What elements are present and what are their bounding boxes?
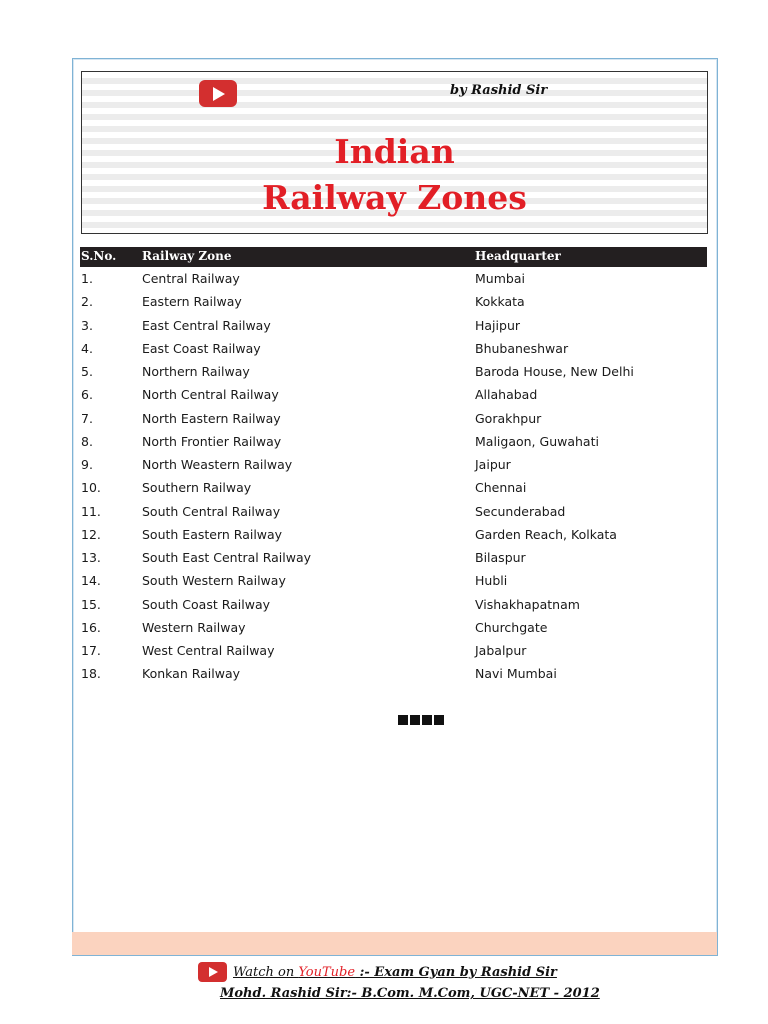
cell-headquarter: Jabalpur bbox=[475, 643, 527, 658]
page-title-line1: Indian bbox=[334, 132, 455, 171]
cell-sno: 2. bbox=[81, 294, 93, 310]
cell-zone: South Western Railway bbox=[142, 573, 286, 589]
table-row bbox=[80, 524, 707, 547]
cell-zone: North Central Railway bbox=[142, 387, 279, 403]
cell-headquarter: Chennai bbox=[475, 480, 527, 496]
cell-zone: Southern Railway bbox=[142, 480, 252, 496]
cell-headquarter: Baroda House, New Delhi bbox=[475, 364, 634, 379]
cell-headquarter: Hajipur bbox=[475, 317, 521, 333]
cell-headquarter: Hubli bbox=[475, 573, 508, 589]
cell-sno: 1. bbox=[81, 271, 93, 286]
footer-youtube-word: YouTube bbox=[298, 965, 356, 980]
cell-sno: 11. bbox=[81, 503, 101, 519]
table-row bbox=[80, 361, 707, 384]
cell-zone: South East Central Railway bbox=[142, 550, 312, 565]
cell-zone: East Central Railway bbox=[142, 317, 271, 333]
cell-zone: Northern Railway bbox=[142, 364, 250, 379]
column-header-headquarter: Headquarter bbox=[475, 249, 561, 263]
cell-zone: Konkan Railway bbox=[142, 666, 241, 682]
cell-sno: 9. bbox=[81, 457, 93, 472]
youtube-play-icon[interactable] bbox=[199, 80, 237, 107]
column-header-zone: Railway Zone bbox=[142, 249, 232, 263]
footer-youtube-line[interactable] bbox=[233, 965, 557, 980]
cell-headquarter: Allahabad bbox=[475, 387, 538, 403]
cell-zone: North Weastern Railway bbox=[142, 457, 293, 472]
cell-headquarter: Jaipur bbox=[475, 457, 511, 472]
table-row bbox=[80, 454, 707, 477]
cell-sno: 13. bbox=[81, 550, 101, 565]
cell-sno: 16. bbox=[81, 619, 101, 635]
cell-headquarter: Bilaspur bbox=[475, 550, 526, 565]
cell-sno: 18. bbox=[81, 666, 101, 682]
cell-zone: South Eastern Railway bbox=[142, 526, 283, 542]
cell-zone: North Eastern Railway bbox=[142, 410, 281, 426]
cell-zone: Eastern Railway bbox=[142, 294, 242, 310]
table-row bbox=[80, 408, 707, 431]
table-row bbox=[80, 431, 707, 454]
table-row bbox=[80, 268, 707, 291]
column-header-sno: S.No. bbox=[81, 249, 117, 263]
table-row bbox=[80, 338, 707, 361]
footer-channel-name: :- Exam Gyan by Rashid Sir bbox=[355, 965, 557, 980]
cell-headquarter: Churchgate bbox=[475, 619, 548, 635]
table-row bbox=[80, 315, 707, 338]
cell-headquarter: Mumbai bbox=[475, 271, 525, 286]
byline: by Rashid Sir bbox=[450, 83, 548, 98]
cell-sno: 5. bbox=[81, 364, 93, 379]
cell-zone: East Coast Railway bbox=[142, 340, 261, 356]
table-header bbox=[80, 247, 707, 267]
footer-credentials: Mohd. Rashid Sir:- B.Com. M.Com, UGC-NET - 2012 bbox=[220, 986, 600, 1001]
table-row bbox=[80, 570, 707, 593]
cell-zone: Central Railway bbox=[142, 271, 240, 286]
cell-zone: South Central Railway bbox=[142, 503, 281, 519]
cell-headquarter: Secunderabad bbox=[475, 503, 566, 519]
table-row bbox=[80, 477, 707, 500]
footer-band bbox=[72, 932, 717, 955]
table-row bbox=[80, 663, 707, 686]
zones-table-body bbox=[80, 268, 707, 687]
cell-zone: South Coast Railway bbox=[142, 596, 271, 612]
table-row bbox=[80, 594, 707, 617]
cell-zone: West Central Railway bbox=[142, 643, 275, 658]
cell-zone: North Frontier Railway bbox=[142, 433, 282, 449]
cell-sno: 14. bbox=[81, 573, 101, 589]
footer-watch-on: Watch on bbox=[233, 965, 299, 980]
table-row bbox=[80, 501, 707, 524]
cell-headquarter: Vishakhapatnam bbox=[475, 596, 580, 612]
cell-sno: 10. bbox=[81, 480, 101, 496]
cell-headquarter: Kokkata bbox=[475, 294, 525, 310]
cell-headquarter: Gorakhpur bbox=[475, 410, 542, 426]
cell-sno: 8. bbox=[81, 433, 93, 449]
cell-sno: 15. bbox=[81, 596, 101, 612]
table-row bbox=[80, 617, 707, 640]
cell-headquarter: Garden Reach, Kolkata bbox=[475, 526, 617, 542]
cell-headquarter: Maligaon, Guwahati bbox=[475, 433, 599, 449]
table-row bbox=[80, 640, 707, 663]
youtube-play-icon-footer[interactable] bbox=[198, 962, 227, 982]
cell-sno: 3. bbox=[81, 317, 93, 333]
cell-headquarter: Navi Mumbai bbox=[475, 666, 557, 682]
table-row bbox=[80, 291, 707, 314]
cell-sno: 7. bbox=[81, 410, 93, 426]
cell-zone: Western Railway bbox=[142, 619, 246, 635]
cell-sno: 4. bbox=[81, 340, 93, 356]
end-of-list-marker bbox=[398, 710, 446, 721]
header-banner bbox=[81, 71, 708, 234]
table-row bbox=[80, 384, 707, 407]
cell-headquarter: Bhubaneshwar bbox=[475, 340, 569, 356]
cell-sno: 12. bbox=[81, 526, 101, 542]
page-title-line2: Railway Zones bbox=[262, 178, 527, 217]
table-row bbox=[80, 547, 707, 570]
cell-sno: 6. bbox=[81, 387, 93, 403]
cell-sno: 17. bbox=[81, 643, 101, 658]
